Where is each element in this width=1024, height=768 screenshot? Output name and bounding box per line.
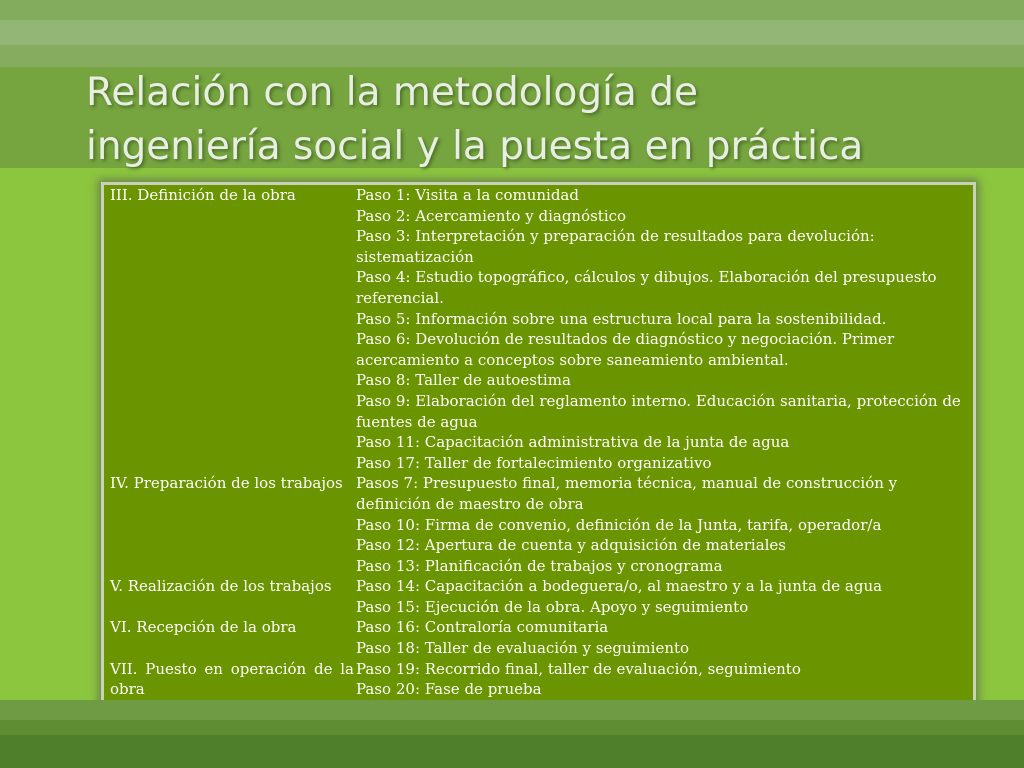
step-item: Paso 4: Estudio topográfico, cálculos y dibujos. Elaboración del presupuesto referencial. — [356, 268, 937, 307]
footer-band — [0, 700, 1024, 768]
step-item: Paso 2: Acercamiento y diagnóstico — [356, 206, 627, 225]
slide-title-line-1: Relación con la metodología de — [86, 70, 698, 115]
step-item: Paso 11: Capacitación administrativa de la junta de agua — [356, 433, 790, 452]
steps-cell — [356, 473, 973, 576]
steps-cell — [356, 617, 973, 658]
step-item: Paso 9: Elaboración del reglamento interno. Educación sanitaria, protección de fuentes de agua — [356, 391, 961, 431]
table-row — [104, 473, 973, 576]
phase-cell: V. Realización de los trabajos — [110, 577, 332, 596]
slide-title — [86, 66, 1006, 174]
step-item: Paso 10: Firma de convenio, definición de la Junta, tarifa, operador/a — [356, 515, 882, 534]
step-item: Paso 17: Taller de fortalecimiento organizativo — [356, 453, 712, 472]
step-item: Paso 20: Fase de prueba — [356, 680, 542, 699]
table-row — [104, 617, 973, 658]
step-item: Paso 18: Taller de evaluación y seguimiento — [356, 639, 690, 658]
steps-cell — [356, 659, 973, 700]
phase-cell: VII. Puesto en operación de la obra — [110, 659, 354, 699]
step-item: Paso 19: Recorrido final, taller de evaluación, seguimiento — [356, 659, 801, 678]
step-item: Paso 15: Ejecución de la obra. Apoyo y seguimiento — [356, 597, 749, 616]
step-item: Pasos 7: Presupuesto final, memoria técnica, manual de construcción y definición de maestro de obra — [356, 474, 898, 513]
steps-cell — [356, 576, 973, 617]
footer-stripe — [0, 735, 1024, 768]
header-stripe — [0, 20, 1024, 45]
step-item: Paso 3: Interpretación y preparación de resultados para devolución: sistematización — [356, 227, 875, 266]
step-item: Paso 13: Planificación de trabajos y cronograma — [356, 556, 723, 575]
step-item: Paso 8: Taller de autoestima — [356, 371, 571, 390]
step-item: Paso 5: Información sobre una estructura local para la sostenibilidad. — [356, 309, 887, 328]
steps-cell — [356, 185, 973, 473]
step-item: Paso 1: Visita a la comunidad — [356, 186, 579, 204]
footer-stripe — [0, 700, 1024, 720]
phase-cell: IV. Preparación de los trabajos — [110, 474, 343, 493]
table-row — [104, 576, 973, 617]
phase-cell: III. Definición de la obra — [110, 186, 296, 204]
table-row — [104, 185, 973, 473]
table-row — [104, 659, 973, 700]
header-stripe — [0, 45, 1024, 67]
step-item: Paso 12: Apertura de cuenta y adquisición de materiales — [356, 536, 787, 555]
step-item: Paso 16: Contraloría comunitaria — [356, 618, 609, 637]
slide-title-line-2: ingeniería social y la puesta en práctica — [86, 124, 864, 169]
step-item: Paso 6: Devolución de resultados de diagnóstico y negociación. Primer acercamiento a conceptos sobre saneamiento ambiental. — [356, 330, 895, 369]
methodology-table — [101, 182, 976, 727]
step-item: Paso 14: Capacitación a bodeguera/o, al maestro y a la junta de agua — [356, 577, 883, 596]
phase-cell: VI. Recepción de la obra — [110, 618, 297, 637]
header-stripe — [0, 0, 1024, 20]
